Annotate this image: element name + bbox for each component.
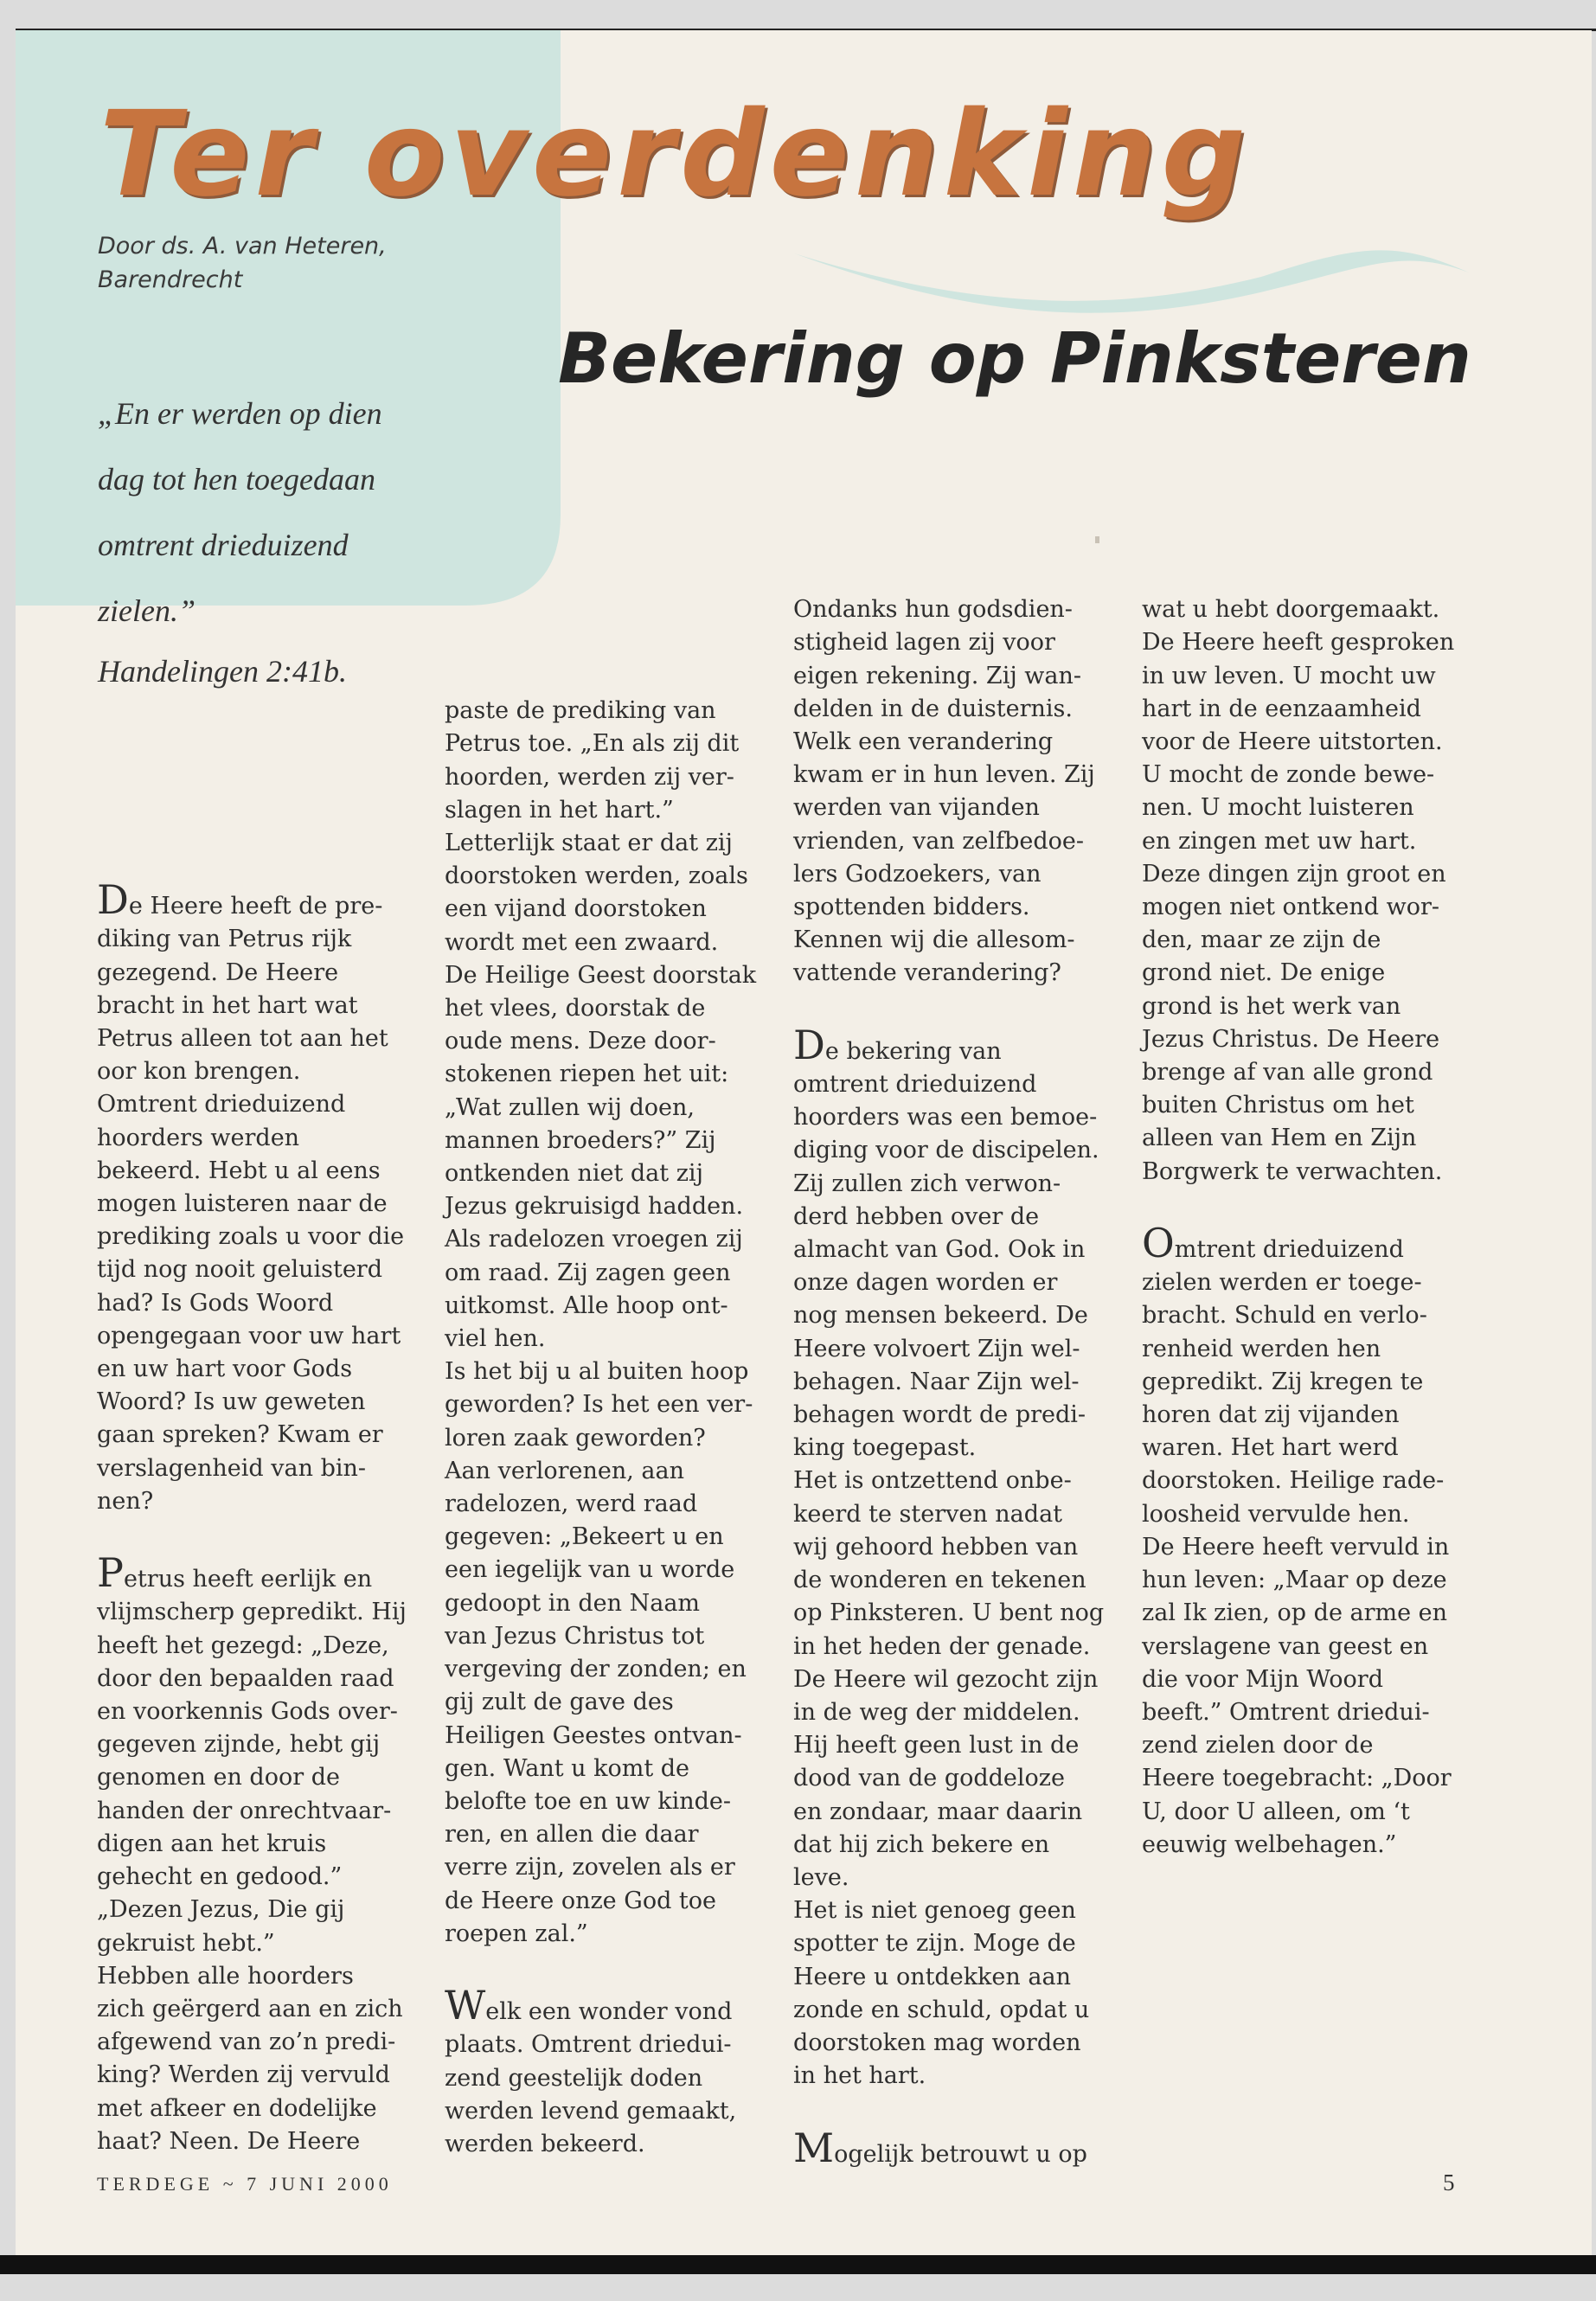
text-column-2 [445, 662, 766, 2202]
author-byline [98, 229, 387, 297]
page-title: Ter overdenking [99, 87, 1251, 223]
paragraph [97, 1549, 419, 2158]
paragraph-text: e Heere heeft de pre- diking van Petrus rijk gezegend. De Heere bracht in het hart wat Petrus alleen tot aan het oor kon brengen. Omtrent drieduizend hoorders werden bekeerd. Hebt u al eens mogen luisteren naar de prediking zoals u voor die tijd nog nooit geluisterd had? Is Gods Woord opengegaan voor uw hart en uw hart voor Gods Woord? Is uw geweten gaan spreken? Kwam er verslagenheid van bin- nen? [97, 893, 405, 1515]
paragraph [1142, 593, 1464, 1189]
footer-publication: TERDEGE ~ 7 JUNI 2000 [97, 2173, 393, 2195]
article-subtitle: Bekering op Pinksteren [558, 318, 1471, 399]
text-column-4 [1142, 561, 1464, 1903]
byline-line: Door ds. A. van Heteren, [98, 233, 387, 260]
scripture-reference: Handelingen 2:41b. [98, 654, 347, 689]
drop-cap: M [793, 2124, 835, 2171]
paragraph-text: e bekering van omtrent drieduizend hoorders was een bemoe- diging voor de discipelen. Zij zullen zich verwon- derd hebben over de almacht van God. Ook in onze dagen worden er nog mensen bekeerd. De Heere volvoert Zijn wel- behagen. Naar Zijn wel- behagen wordt de predi- king toegepast. Het is ontzettend onbe- keerd te sterven nadat wij gehoord hebben van de wonderen en tekenen op Pinksteren. U bent nog in het heden der genade. De Heere wil gezocht zijn in de weg der middelen. Hij heeft geen lust in de dood van de goddeloze en zondaar, maar daarin dat hij zich bekere en leve. Het is niet genoeg geen spotter te zijn. Moge de Heere u ontdekken aan zonde en schuld, opdat u doorstoken mag worden in het hart. [793, 1037, 1105, 2090]
speck [1095, 536, 1099, 543]
paragraph [793, 2124, 1115, 2171]
scripture-quote: „En er werden op dien dag tot hen toegedaan omtrent drieduizend zielen.” [98, 396, 382, 628]
paragraph-text: ogelijk betrouwt u op [834, 2140, 1087, 2168]
paragraph-text: wat u hebt doorgemaakt. De Heere heeft gesproken in uw leven. U mocht uw hart in de eenzaamheid voor de Heere uitstorten. U mocht de zonde bewe- nen. U mocht luisteren en zingen met uw hart. Deze dingen zijn groot en mogen niet ontkend wor- den, maar ze zijn de grond niet. De enige grond is het werk van Jezus Christus. De Heere brenge af van alle grond buiten Christus om het alleen van Hem en Zijn Borgwerk te verwachten. [1142, 596, 1455, 1185]
drop-cap: P [97, 1549, 124, 1597]
paragraph-text: paste de prediking van Petrus toe. „En als zij dit hoorden, werden zij ver- slagen in het hart.” Letterlijk staat er dat zij doorstoken werden, zoals een vijand doorstoken wordt met een zwaard. De Heilige Geest doorstak het vlees, doorstak de oude mens. Deze door- stokenen riepen het uit: „Wat zullen wij doen, mannen broeders?” Zij ontkenden niet dat zij Jezus gekruisigd hadden. Als radelozen vroegen zij om raad. Zij zagen geen uitkomst. Alle hoop ont- viel hen. Is het bij u al buiten hoop geworden? Is het een ver- loren zaak geworden? Aan verlorenen, aan radelozen, werd raad gegeven: „Bekeert u en een iegelijk van u worde gedoopt in den Naam van Jezus Christus tot vergeving der zonden; en gij zult de gave des Heiligen Geestes ontvan- gen. Want u komt de belofte toe en uw kinde- ren, en allen die daar verre zijn, zovelen als er de Heere onze God toe roepen zal.” [445, 697, 757, 1947]
byline-line: Barendrecht [98, 266, 243, 293]
text-column-1 [97, 854, 419, 2200]
paragraph [445, 1982, 766, 2161]
paragraph [1142, 1220, 1464, 1862]
paragraph-text: etrus heeft eerlijk en vlijmscherp gepredikt. Hij heeft het gezegd: „Deze, door den bepaalden raad en voorkennis Gods over- gegeven zijnde, hebt gij genomen en door de handen der onrechtvaar- digen aan het kruis gehecht en gedood.” „Dezen Jezus, Die gij gekruist hebt.” Hebben alle hoorders zich geërgerd aan en zich afgewend van zo’n predi- king? Werden zij vervuld met afkeer en dodelijke haat? Neen. De Heere [97, 1566, 407, 2155]
drop-cap: W [445, 1982, 486, 2029]
paragraph-text: Ondanks hun godsdien- stigheid lagen zij voor eigen rekening. Zij wan- delden in de duisternis. Welk een verandering kwam er in hun leven. Zij werden van vijanden vrienden, van zelfbedoe- lers Godzoekers, van spottenden bidders. Kennen wij die allesom- vattende verandering? [793, 596, 1095, 987]
drop-cap: D [793, 1021, 825, 1068]
drop-cap: O [1142, 1220, 1175, 1267]
paragraph-text: elk een wonder vond plaats. Omtrent driedui- zend geestelijk doden werden levend gemaakt, werden bekeerd. [445, 1998, 737, 2157]
paragraph-text: mtrent drieduizend zielen werden er toege- bracht. Schuld en verlo- renheid werden hen gepredikt. Zij kregen te horen dat zij vijanden waren. Het hart werd doorstoken. Heilige rade- loosheid vervulde hen. De Heere heeft vervuld in hun leven: „Maar op deze zal Ik zien, op de arme en verslagene van geest en die voor Mijn Woord beeft.” Omtrent driedui- zend zielen door de Heere toegebracht: „Door U, door U alleen, om ‘t eeuwig welbehagen.” [1142, 1236, 1452, 1858]
paragraph [445, 695, 766, 1951]
text-column-3 [793, 561, 1115, 2213]
paragraph [793, 593, 1115, 990]
drop-cap: D [97, 876, 129, 924]
paragraph [97, 876, 419, 1518]
page-number: 5 [1443, 2170, 1455, 2195]
paragraph [793, 1021, 1115, 2093]
page-edge-bottom [0, 2255, 1596, 2274]
